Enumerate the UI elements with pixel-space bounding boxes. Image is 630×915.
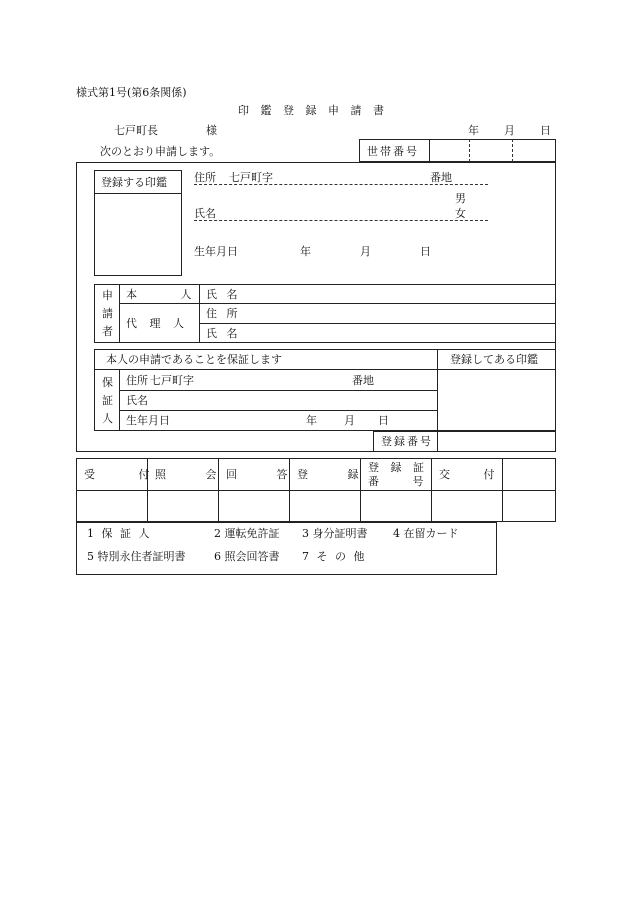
intro-text: 次のとおり申請します。 [100,145,221,158]
col-answer: 回 答 [226,468,288,481]
col-cert-no-line1: 登 録 証 [368,461,424,474]
guarantor-birth-day: 日 [378,414,389,427]
date-month: 月 [504,124,515,137]
applicant-char-1: 申 [102,289,113,302]
col-receipt: 受 付 [84,468,150,481]
registrant-birth-day: 日 [420,245,431,258]
guarantor-banchi: 番地 [352,374,374,387]
registrant-banchi: 番地 [430,171,452,184]
id-method-1: 1 保 証 人 [87,527,150,540]
agent-address-label: 住 所 [206,307,238,320]
applicant-self-label: 本 人 [126,288,192,301]
guarantor-char-1: 保 [102,376,113,389]
page-title: 印 鑑 登 録 申 請 書 [238,104,388,117]
guarantor-address-label: 住所 [126,374,148,387]
id-method-5: 5 特別永住者証明書 [87,550,186,563]
registrant-address-field[interactable] [194,184,488,185]
date-year: 年 [468,124,479,137]
guarantor-birth-label: 生年月日 [126,414,170,427]
sex-male[interactable]: 男 [455,192,466,205]
guarantor-char-2: 証 [102,394,113,407]
guarantor-name-label: 氏名 [126,394,148,407]
registrant-address-town: 七戸町字 [229,171,273,184]
date-day: 日 [540,124,551,137]
guarantee-text: 本人の申請であることを保証します [106,353,282,366]
registrant-birth-month: 月 [360,245,371,258]
household-number-label: 世帯番号 [367,145,419,158]
guarantor-birth-month: 月 [344,414,355,427]
registrant-name-label: 氏名 [194,207,216,220]
registrant-birth-year: 年 [300,245,311,258]
applicant-char-2: 請 [102,307,113,320]
form-number: 様式第1号(第6条関係) [76,86,187,99]
id-method-6: 6 照会回答書 [214,550,280,563]
registration-number-label: 登録番号 [381,435,433,448]
applicant-char-3: 者 [102,325,113,338]
agent-name-label: 氏 名 [206,327,238,340]
sex-female[interactable]: 女 [455,207,466,220]
id-method-4: 4 在留カード [393,527,459,540]
guarantor-birth-year: 年 [306,414,317,427]
registered-seal-label: 登録してある印鑑 [450,353,538,366]
guarantor-address-town: 七戸町字 [150,374,194,387]
id-method-7: 7 そ の 他 [302,550,365,563]
applicant-agent-label: 代 理 人 [126,317,184,330]
col-issue: 交 付 [439,468,495,481]
guarantor-char-3: 人 [102,412,113,425]
col-inquiry: 照 会 [155,468,217,481]
registrant-birth-label: 生年月日 [194,245,238,258]
col-cert-no-line2: 番 号 [368,475,424,488]
id-method-3: 3 身分証明書 [302,527,368,540]
honorific: 様 [206,124,217,137]
col-registration: 登 録 [297,468,359,481]
applicant-self-name-label: 氏 名 [206,288,238,301]
registrant-name-field[interactable] [194,220,488,221]
id-method-2: 2 運転免許証 [214,527,280,540]
registrant-address-label: 住所 [194,171,216,184]
seal-label: 登録する印鑑 [101,176,167,189]
addressee: 七戸町長 [114,124,158,137]
